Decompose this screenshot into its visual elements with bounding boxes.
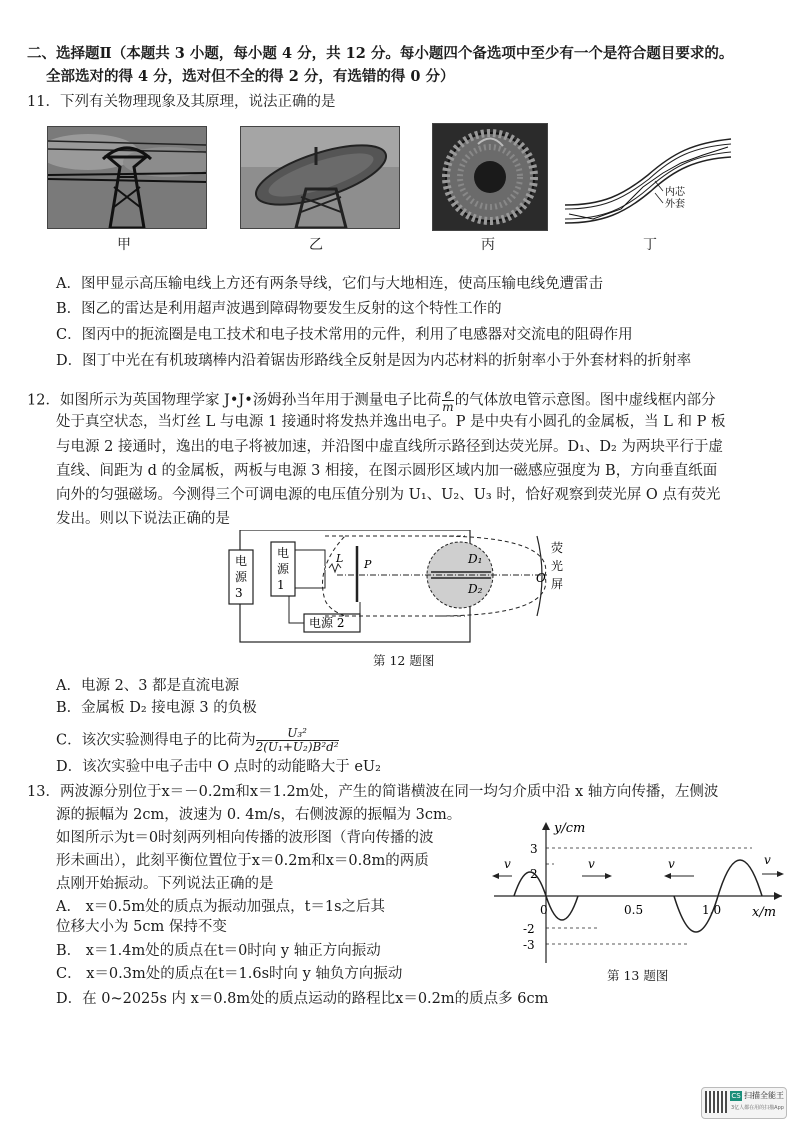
q11-photo-bing <box>432 123 548 231</box>
plate-p-label: P <box>364 558 372 571</box>
q13-option-d: D．在 0~2025s 内 x＝0.8m处的质点运动的路程比x＝0.2m的质点多 6cm <box>56 991 549 1007</box>
v-label-right-in: v <box>668 857 675 871</box>
q13-option-a-line1: A． x＝0.5m处的质点为振动加强点，t＝1s之后其 <box>56 899 386 915</box>
section-title-line2: 全部选对的得 4 分，选对但不全的得 2 分，有选错的得 0 分） <box>46 68 455 85</box>
q11-photo-yi <box>240 126 400 229</box>
optical-fiber-diagram <box>563 125 733 227</box>
y-axis-label: y/cm <box>554 821 586 836</box>
x-tick-0-5: 0.5 <box>624 903 644 917</box>
point-o-label: O <box>536 571 546 585</box>
q13-stem-line2: 源的振幅为 2cm，波速为 0. 4m/s，右侧波源的振幅为 3cm。 <box>56 807 462 823</box>
filament-label: L <box>336 552 344 565</box>
src1-char1: 电 <box>277 546 290 560</box>
scanner-tagline: 3亿人都在用的扫描App <box>731 1105 784 1111</box>
q11-fiber-diagram <box>563 125 733 227</box>
q13-stem-line4: 形未画出），此刻平衡位置位于x＝0.2m和x＝0.8m的两质 <box>56 853 429 869</box>
v-label-right-out: v <box>764 853 771 867</box>
x-tick-0: 0 <box>540 903 548 917</box>
q12-stem-part1: 12．如图所示为英国物理学家 J•J•汤姆孙当年用于测量电子比荷 <box>27 392 442 409</box>
q11-label-ding: 丁 <box>643 237 657 253</box>
q12-option-d: D．该次实验中电子击中 O 点时的动能略大于 eU₂ <box>56 759 381 775</box>
cs-badge: CS <box>731 1092 741 1100</box>
q11-option-b: B．图乙的雷达是利用超声波遇到障碍物要发生反射的这个特性工作的 <box>56 301 502 317</box>
q12-option-a: A．电源 2、3 都是直流电源 <box>56 678 240 694</box>
src3-char2: 源 <box>235 570 248 584</box>
q12-option-b: B．金属板 D₂ 接电源 3 的负极 <box>56 700 257 716</box>
screen-char1: 荧 <box>551 541 564 555</box>
q11-photo-jia <box>47 126 207 229</box>
y-tick-2: 2 <box>530 867 538 881</box>
fraction-numerator: U₃² <box>256 727 339 741</box>
q11-option-a: A．图甲显示高压输电线上方还有两条导线，它们与大地相连，使高压输电线免遭雷击 <box>56 276 603 292</box>
q12-stem-line4: 直线、间距为 d 的金属板，两板与电源 3 相接，在图示圆形区域内加一磁感应强度为 B，方向垂直纸面 <box>56 463 718 479</box>
q13-wave-graph <box>490 818 790 968</box>
q12-figure <box>225 530 595 650</box>
scanner-watermark <box>701 1087 787 1119</box>
q12-option-c <box>56 727 339 754</box>
wave-graph-svg <box>490 818 790 968</box>
ratio-numerator: e <box>442 388 453 401</box>
power-tower-image <box>48 127 206 228</box>
plate-d1-label: D₁ <box>468 552 483 566</box>
discharge-tube-diagram <box>225 530 595 650</box>
q12-stem-line6: 发出。则以下说法正确的是 <box>56 511 230 527</box>
y-tick-3: 3 <box>530 842 538 856</box>
q13-stem-line5: 点刚开始振动。下列说法正确的是 <box>56 876 274 892</box>
q13-option-c: C． x＝0.3m处的质点在t＝1.6s时向 y 轴负方向振动 <box>56 966 403 982</box>
q12-stem-line5: 向外的匀强磁场。今测得三个可调电源的电压值分别为 U₁、U₂、U₃ 时，恰好观察到荧光屏 O 点有荧光 <box>56 487 721 503</box>
src1-char2: 源 <box>277 562 290 576</box>
screen-char3: 屏 <box>551 577 564 591</box>
q13-option-b: B． x＝1.4m处的质点在t＝0时向 y 轴正方向振动 <box>56 943 381 959</box>
plate-d2-label: D₂ <box>468 582 483 596</box>
q11-label-yi: 乙 <box>309 237 323 253</box>
v-label-left-out: v <box>504 857 511 871</box>
radar-dish-image <box>241 127 399 228</box>
y-tick-neg2: -2 <box>523 922 535 936</box>
src2-label: 电源 2 <box>309 616 345 630</box>
q12-caption: 第 12 题图 <box>373 653 435 668</box>
section-title-line1: 二、选择题Ⅱ（本题共 3 小题，每小题 4 分，共 12 分。每小题四个备选项中至少有一个是符合题目要求的。 <box>27 45 734 62</box>
q11-label-jia: 甲 <box>117 237 131 253</box>
q11-stem: 11．下列有关物理现象及其原理，说法正确的是 <box>27 94 336 110</box>
q12-option-c-fraction <box>256 727 339 754</box>
q13-option-a-line2: 位移大小为 5cm 保持不变 <box>56 919 227 935</box>
fiber-core-label: 内芯 <box>665 187 685 198</box>
charge-mass-ratio <box>442 388 453 413</box>
q11-option-d: D．图丁中光在有机玻璃棒内沿着锯齿形路线全反射是因为内芯材料的折射率小于外套材料的折射率 <box>56 353 692 369</box>
q11-label-bing: 丙 <box>481 237 495 253</box>
x-tick-1-0: 1.0 <box>702 903 722 917</box>
q13-stem-line1: 13．两波源分别位于x＝－0.2m和x＝1.2m处，产生的简谐横波在同一均匀介质中沿 x 轴方向传播，左侧波 <box>27 784 719 800</box>
q11-option-c: C．图丙中的扼流圈是电工技术和电子技术常用的元件，利用了电感器对交流电的阻碍作用 <box>56 327 633 343</box>
fiber-cladding-label: 外套 <box>665 199 685 210</box>
q12-option-c-prefix: C．该次实验测得电子的比荷为 <box>56 732 256 749</box>
ratio-denominator: m <box>442 400 454 414</box>
src3-char1: 电 <box>235 554 248 568</box>
src3-char3: 3 <box>235 586 243 600</box>
choke-coil-image <box>433 124 547 230</box>
scanner-app-name: 扫描全能王 <box>744 1091 784 1100</box>
qr-code-icon <box>705 1091 727 1113</box>
q13-stem-line3: 如图所示为t＝0时刻两列相向传播的波形图（背向传播的波 <box>56 830 434 846</box>
screen-char2: 光 <box>551 559 564 573</box>
fraction-denominator: 2(U₁+U₂)B²d² <box>255 740 339 754</box>
q12-stem-line1 <box>27 388 716 413</box>
q12-stem-line3: 与电源 2 接通时，逸出的电子将被加速，并沿图中虚直线所示路径到达荧光屏。D₁、D₂ 为两块平行于虚 <box>56 439 723 455</box>
v-label-left-in: v <box>588 857 595 871</box>
q13-caption: 第 13 题图 <box>607 968 669 983</box>
q12-stem-line2: 处于真空状态，当灯丝 L 与电源 1 接通时将发热并逸出电子。P 是中央有小圆孔的金属板，当 L 和 P 板 <box>56 414 726 430</box>
q12-stem-part2: 的气体放电管示意图。图中虚线框内部分 <box>454 392 716 409</box>
src1-char3: 1 <box>277 578 285 592</box>
x-axis-label: x/m <box>752 905 777 920</box>
y-tick-neg3: -3 <box>523 938 535 952</box>
